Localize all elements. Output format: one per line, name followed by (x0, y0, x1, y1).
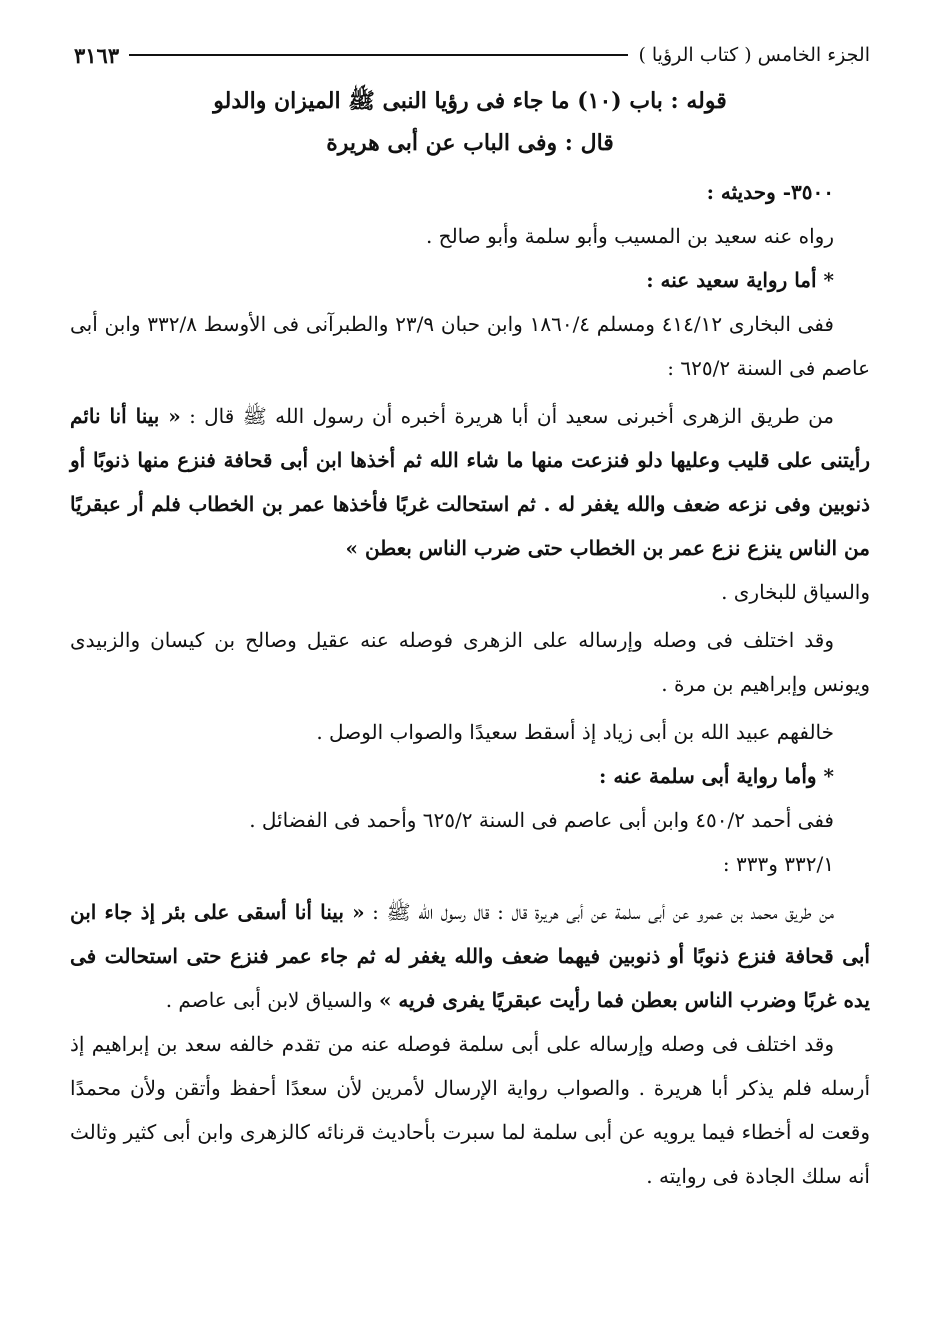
hadith-number-heading: ٣٥٠٠- وحديثه : (706, 180, 834, 204)
saeed-difference-paragraph: وقد اختلف فى وصله وإرساله على الزهرى فوصله عنه عقيل وصالح بن كيسان والزبيدى ويونس وإبراهيم بن مرة . (70, 628, 870, 696)
section-heading-abusalama: * وأما رواية أبى سلمة عنه : (599, 764, 834, 788)
saeed-chain: من طريق الزهرى أخبرنى سعيد أن أبا هريرة أخبره أن رسول الله ﷺ قال : (189, 404, 835, 428)
page-header (70, 38, 870, 72)
abusalama-sources-paragraph: ففى أحمد ٤٥٠/٢ وابن أبى عاصم فى السنة ٦٢٥/٢ وأحمد فى الفضائل . (249, 808, 834, 832)
chapter-title: قوله : باب (١٠) ما جاء فى رؤيا النبى ﷺ الميزان والدلو (213, 88, 727, 114)
abusalama-sources-continued: ٣٣٢/١ و٣٣٣ : (722, 852, 834, 876)
saeed-opposition-paragraph: خالفهم عبيد الله بن أبى زياد إذ أسقط سعيدًا والصواب الوصل . (316, 720, 834, 744)
chapter-subtitle: قال : وفى الباب عن أبى هريرة (326, 130, 614, 156)
narrators-paragraph: رواه عنه سعيد بن المسيب وأبو سلمة وأبو صالح . (425, 224, 834, 248)
abusalama-chain: من طريق محمد بن عمرو عن أبى سلمة عن أبى هريرة قال : قال رسول الله ﷺ : (372, 900, 834, 924)
running-title: الجزء الخامس ( كتاب الرؤيا ) (638, 44, 870, 66)
saeed-sources-paragraph: ففى البخارى ٤١٤/١٢ ومسلم ١٨٦٠/٤ وابن حبان ٢٣/٩ والطبرآنى فى الأوسط ٣٣٢/٨ وابن أبى عاصم فى السنة ٦٢٥/٢ : (70, 312, 870, 380)
saeed-hadith-paragraph (70, 394, 870, 570)
abusalama-context-note: والسياق لابن أبى عاصم . (165, 988, 373, 1012)
page-number: ٣١٦٣ (74, 42, 120, 68)
saeed-matn: « بينا أنا نائم رأيتنى على قليب وعليها دلو فنزعت منها ما شاء الله ثم أخذها ابن أبى قحافة فنزع منها ذنوبًا أو ذنوبين وفى نزعه ضعف والله يغفر له . ثم استحالت غربًا فأخذها عمر بن الخطاب فلم أر عبقريًا من الناس ينزع نزع عمر بن الخطاب حتى ضرب الناس بعطن » (70, 404, 870, 560)
final-paragraph: وقد اختلف فى وصله وإرساله على أبى سلمة فوصله عنه من تقدم خالفه سعد بن إبراهيم إذ أرسله فلم يذكر أبا هريرة . والصواب رواية الإرسال لأمرين لأن سعدًا أحفظ وأتقن ولأن محمدًا وقعت له أخطاء فيما يرويه عن أبى سلمة لما سبرت بأحاديث قرنائه كالزهرى وابن أبى كثير وثالث أنه سلك الجادة فى روايته . (70, 1032, 870, 1188)
section-heading-saeed: * أما رواية سعيد عنه : (646, 268, 834, 292)
abusalama-hadith-paragraph (70, 890, 870, 1022)
book-page (70, 38, 870, 1198)
header-rule (129, 54, 628, 56)
saeed-context-note: والسياق للبخارى . (721, 580, 870, 604)
abusalama-matn: « بينا أنا أسقى على بئر إذ جاء ابن أبى قحافة فنزع ذنوبًا أو ذنوبين فيهما ضعف والله يغفر له ثم جاء عمر فنزع حتى استحالت فى يده غربًا وضرب الناس بعطن فما رأيت عبقريًا يفرى فريه » (70, 900, 870, 1012)
